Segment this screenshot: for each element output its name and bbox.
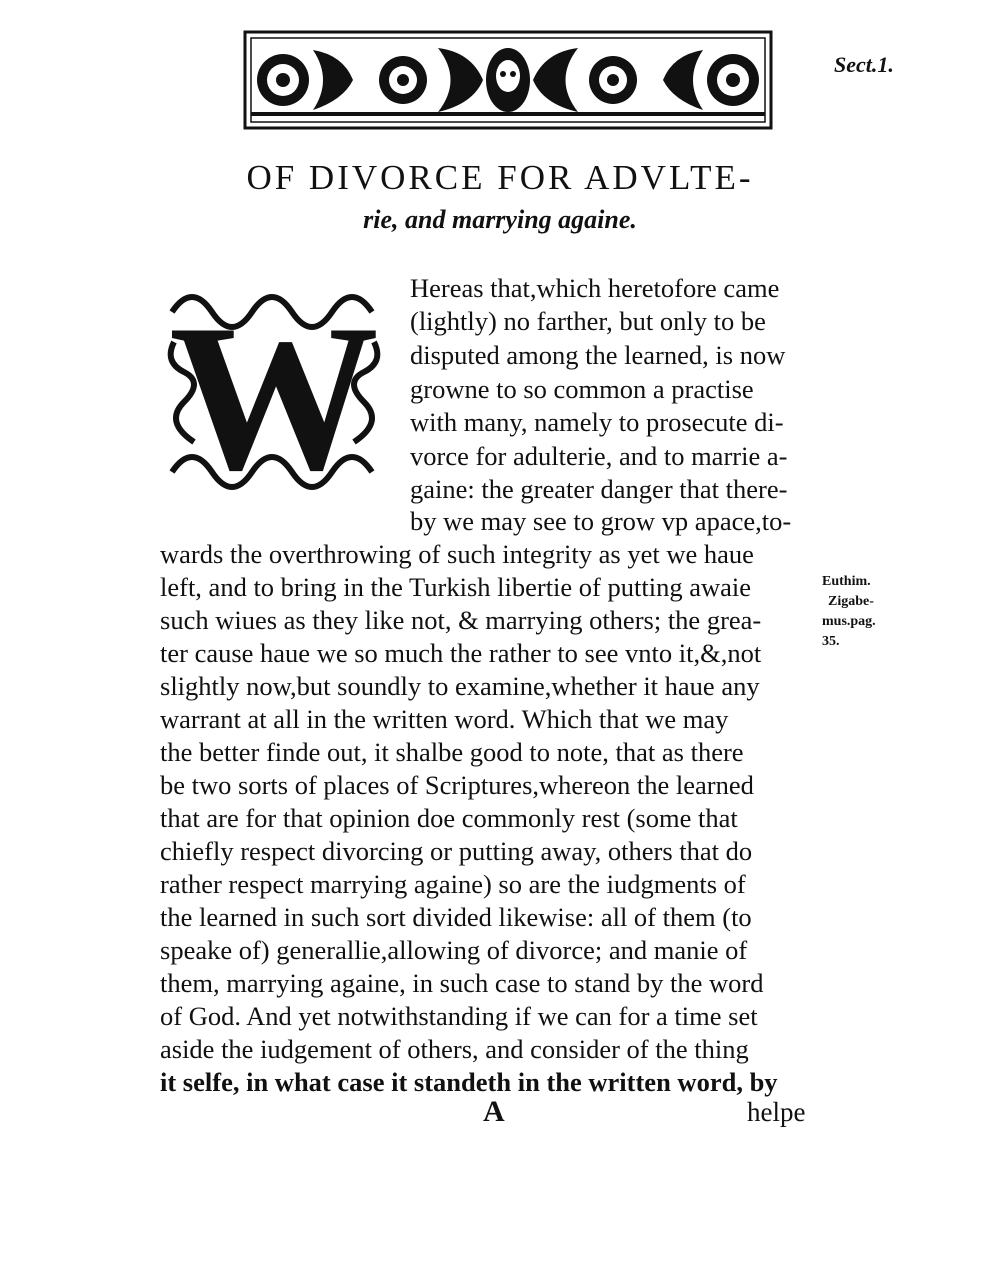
body-line: Hereas that,which heretofore came [410, 273, 780, 303]
margin-note-line: Zigabe- [828, 594, 874, 609]
section-mark: Sect.1. [834, 52, 894, 77]
body-line: aside the iudgement of others, and consider of the thing [160, 1034, 749, 1064]
body-line: that are for that opinion doe commonly rest (some that [160, 803, 738, 833]
catchword: helpe [747, 1097, 806, 1127]
body-line: (lightly) no farther, but only to be [410, 306, 766, 336]
body-line: speake of) generallie,allowing of divorce; and manie of [160, 935, 748, 965]
signature-mark: A [483, 1095, 505, 1128]
margin-note-line: Euthim. [822, 574, 871, 589]
ornament-band-icon [243, 30, 773, 130]
body-line: vorce for adulterie, and to marrie a- [410, 441, 788, 471]
body-line: growne to so common a practise [410, 374, 754, 404]
body-line: rather respect marrying againe) so are the iudgments of [160, 869, 746, 899]
body-line: ter cause haue we so much the rather to see vnto it,&,not [160, 638, 762, 668]
initial-letter: W [169, 282, 379, 500]
body-line: warrant at all in the written word. Which that we may [160, 704, 729, 734]
header-ornament [243, 30, 773, 130]
margin-note [822, 572, 912, 652]
body-line: it selfe, in what case it standeth in the written word, by [160, 1067, 778, 1097]
body-line: them, marrying againe, in such case to stand by the word [160, 968, 764, 998]
margin-note-line: mus.pag. [822, 614, 876, 629]
page-subtitle: rie, and marrying againe. [363, 205, 637, 234]
body-line: such wiues as they like not, & marrying others; the grea- [160, 605, 762, 635]
body-line: slightly now,but soundly to examine,whether it haue any [160, 671, 760, 701]
body-line: by we may see to grow vp apace,to- [410, 506, 792, 536]
body-line: disputed among the learned, is now [410, 340, 786, 370]
body-line: with many, namely to prosecute di- [410, 407, 784, 437]
body-line: the better finde out, it shalbe good to note, that as there [160, 737, 744, 767]
decorated-initial [160, 272, 388, 500]
body-line: wards the overthrowing of such integrity as yet we haue [160, 539, 754, 569]
initial-w-icon [160, 272, 388, 500]
body-line: be two sorts of places of Scriptures,whereon the learned [160, 770, 754, 800]
body-line: gaine: the greater danger that there- [410, 474, 788, 504]
body-line: of God. And yet notwithstanding if we can for a time set [160, 1001, 758, 1031]
body-line: chiefly respect divorcing or putting away, others that do [160, 836, 753, 866]
margin-note-line: 35. [822, 634, 840, 649]
body-line: left, and to bring in the Turkish libertie of putting awaie [160, 572, 752, 602]
body-line: the learned in such sort divided likewise: all of them (to [160, 902, 752, 932]
page-title: OF DIVORCE FOR ADVLTE- [246, 158, 754, 197]
